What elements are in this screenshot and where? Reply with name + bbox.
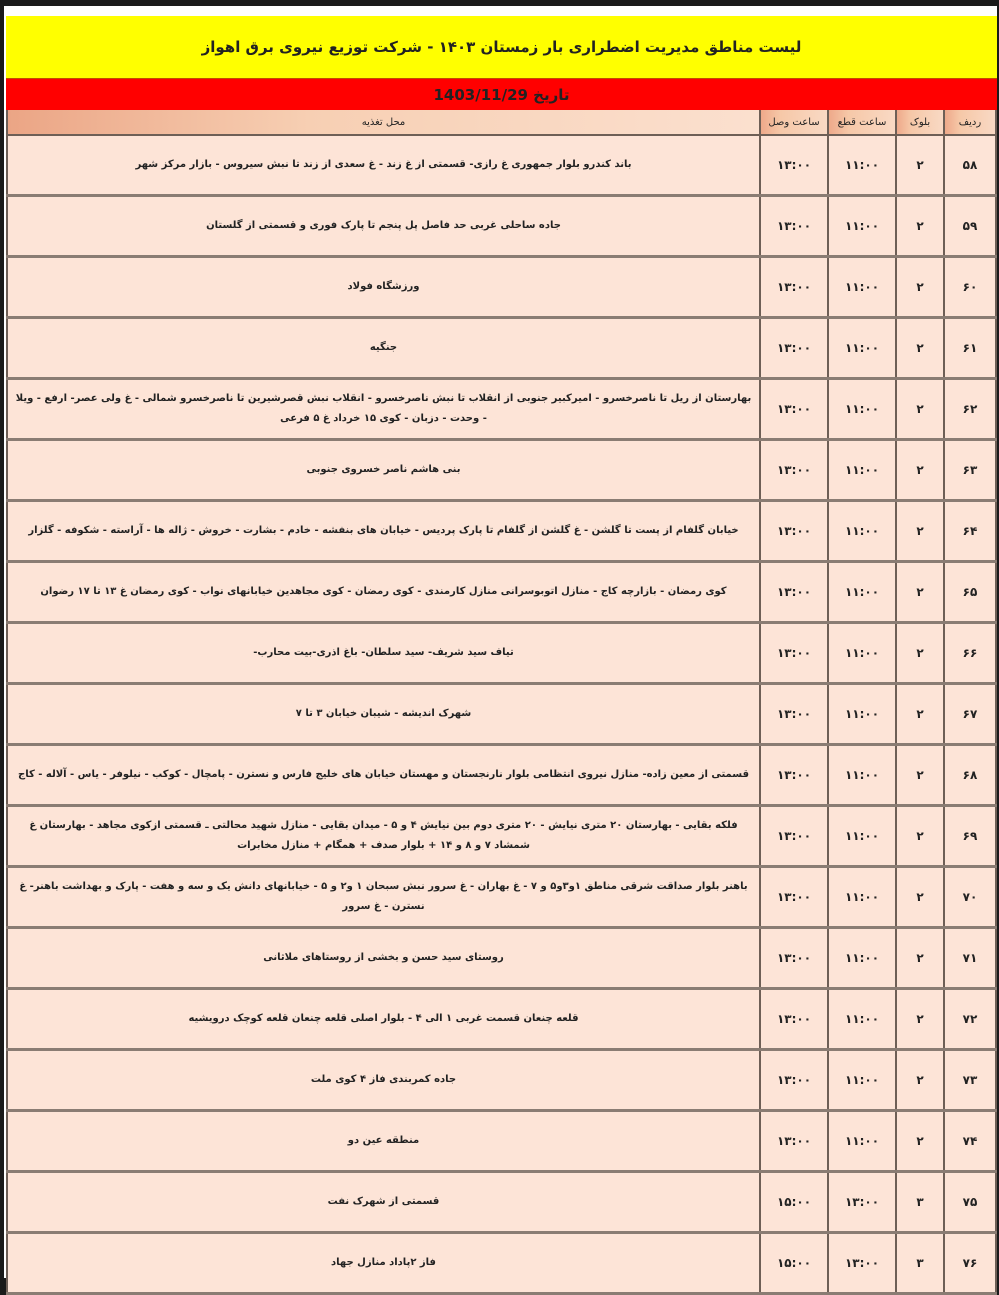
cell-block: ۲ [896, 379, 944, 440]
cell-connect-time: ۱۳:۰۰ [760, 684, 828, 745]
cell-location: کوی رمضان - بازارچه کاج - منازل اتوبوسرانی منازل کارمندی - کوی رمضان - کوی مجاهدین خیابانهای نواب - کوی رمضان غ ۱۳ تا ۱۷ رضوان [7, 562, 760, 623]
cell-block: ۲ [896, 135, 944, 196]
cell-cut-time: ۱۱:۰۰ [828, 867, 896, 928]
cell-connect-time: ۱۵:۰۰ [760, 1172, 828, 1233]
cell-row-number: ۷۳ [944, 1050, 996, 1111]
table-row [7, 989, 996, 1050]
cell-connect-time: ۱۳:۰۰ [760, 1111, 828, 1172]
cell-location: خیابان گلفام از پست تا گلشن - غ گلشن از گلفام تا پارک پردیس - خیابان های بنفشه - خادم - بشارت - خروش - ژاله ها - آراسته - شکوفه - گلزار [7, 501, 760, 562]
cell-row-number: ۶۶ [944, 623, 996, 684]
cell-row-number: ۷۱ [944, 928, 996, 989]
cell-connect-time: ۱۳:۰۰ [760, 501, 828, 562]
cell-connect-time: ۱۳:۰۰ [760, 745, 828, 806]
header-location: محل تغذیه [7, 110, 760, 135]
cell-connect-time: ۱۳:۰۰ [760, 989, 828, 1050]
cell-location: شهرک اندیشه - شیبان خیابان ۳ تا ۷ [7, 684, 760, 745]
cell-connect-time: ۱۳:۰۰ [760, 928, 828, 989]
cell-connect-time: ۱۳:۰۰ [760, 867, 828, 928]
cell-row-number: ۷۰ [944, 867, 996, 928]
cell-connect-time: ۱۳:۰۰ [760, 1050, 828, 1111]
cell-location: جاده ساحلی غربی حد فاصل پل پنجم تا پارک فوری و قسمتی از گلستان [7, 196, 760, 257]
table-row [7, 562, 996, 623]
cell-row-number: ۶۴ [944, 501, 996, 562]
cell-cut-time: ۱۱:۰۰ [828, 379, 896, 440]
cell-block: ۲ [896, 745, 944, 806]
cell-block: ۲ [896, 257, 944, 318]
table-header-row [7, 110, 996, 135]
cell-location: جنگیه [7, 318, 760, 379]
table-row [7, 379, 996, 440]
cell-location: فاز ۲پاداد منازل جهاد [7, 1233, 760, 1294]
cell-cut-time: ۱۱:۰۰ [828, 257, 896, 318]
cell-cut-time: ۱۱:۰۰ [828, 684, 896, 745]
cell-cut-time: ۱۳:۰۰ [828, 1233, 896, 1294]
cell-cut-time: ۱۱:۰۰ [828, 501, 896, 562]
cell-block: ۳ [896, 1172, 944, 1233]
cell-row-number: ۷۵ [944, 1172, 996, 1233]
cell-row-number: ۶۰ [944, 257, 996, 318]
table-row [7, 318, 996, 379]
table-row [7, 1172, 996, 1233]
cell-cut-time: ۱۱:۰۰ [828, 562, 896, 623]
cell-cut-time: ۱۱:۰۰ [828, 745, 896, 806]
cell-connect-time: ۱۳:۰۰ [760, 318, 828, 379]
outage-schedule-table [6, 110, 997, 1295]
table-row [7, 1050, 996, 1111]
table-row [7, 135, 996, 196]
cell-connect-time: ۱۵:۰۰ [760, 1233, 828, 1294]
table-row [7, 745, 996, 806]
cell-location: منطقه عین دو [7, 1111, 760, 1172]
page-title: لیست مناطق مدیریت اضطراری بار زمستان ۱۴۰۳ - شرکت توزیع نیروی برق اهواز [201, 38, 802, 56]
cell-connect-time: ۱۳:۰۰ [760, 196, 828, 257]
header-block: بلوک [896, 110, 944, 135]
cell-cut-time: ۱۱:۰۰ [828, 989, 896, 1050]
cell-location: باند کندرو بلوار جمهوری غ رازی- قسمتی از غ زند - غ سعدی از زند تا نبش سیروس - بازار مرکز شهر [7, 135, 760, 196]
cell-block: ۲ [896, 440, 944, 501]
cell-block: ۲ [896, 623, 944, 684]
cell-cut-time: ۱۳:۰۰ [828, 1172, 896, 1233]
table-row [7, 257, 996, 318]
cell-row-number: ۶۹ [944, 806, 996, 867]
cell-block: ۲ [896, 806, 944, 867]
cell-row-number: ۷۴ [944, 1111, 996, 1172]
table-row [7, 928, 996, 989]
cell-location: ورزشگاه فولاد [7, 257, 760, 318]
cell-connect-time: ۱۳:۰۰ [760, 257, 828, 318]
cell-row-number: ۷۶ [944, 1233, 996, 1294]
cell-connect-time: ۱۳:۰۰ [760, 562, 828, 623]
document-sheet [4, 6, 997, 1278]
table-row [7, 1111, 996, 1172]
cell-location: جاده کمربندی فاز ۴ کوی ملت [7, 1050, 760, 1111]
cell-block: ۲ [896, 867, 944, 928]
cell-row-number: ۶۷ [944, 684, 996, 745]
cell-block: ۲ [896, 928, 944, 989]
table-row [7, 440, 996, 501]
cell-cut-time: ۱۱:۰۰ [828, 196, 896, 257]
table-row [7, 623, 996, 684]
cell-block: ۳ [896, 1233, 944, 1294]
header-connect-time: ساعت وصل [760, 110, 828, 135]
cell-location: بنی هاشم ناصر خسروی جنوبی [7, 440, 760, 501]
cell-location: فلکه بقایی - بهارستان ۲۰ متری نیایش - ۲۰ متری دوم بین نیایش ۴ و ۵ - میدان بقایی - منازل شهید محالتی ـ قسمتی ازکوی مجاهد - بهارستان غ شمشاد ۷ و ۸ و ۱۴ + بلوار صدف + همگام + منازل مخابرات [7, 806, 760, 867]
cell-cut-time: ۱۱:۰۰ [828, 1050, 896, 1111]
cell-cut-time: ۱۱:۰۰ [828, 135, 896, 196]
cell-block: ۲ [896, 989, 944, 1050]
cell-cut-time: ۱۱:۰۰ [828, 928, 896, 989]
cell-connect-time: ۱۳:۰۰ [760, 623, 828, 684]
table-row [7, 1233, 996, 1294]
cell-connect-time: ۱۳:۰۰ [760, 806, 828, 867]
table-row [7, 501, 996, 562]
cell-connect-time: ۱۳:۰۰ [760, 379, 828, 440]
cell-row-number: ۷۲ [944, 989, 996, 1050]
cell-cut-time: ۱۱:۰۰ [828, 806, 896, 867]
date-banner [6, 78, 997, 111]
table-row [7, 684, 996, 745]
cell-location: باهنر بلوار صداقت شرقی مناطق ۱و۳و۵ و ۷ - غ بهاران - غ سرور نبش سبحان ۱ و۲ و ۵ - خیابانهای دانش یک و سه و هفت - پارک و بهداشت باهنر- غ نسترن - غ سرور [7, 867, 760, 928]
cell-location: قلعه چنعان قسمت غربی ۱ الی ۴ - بلوار اصلی قلعه چنعان قلعه کوچک درویشیه [7, 989, 760, 1050]
cell-block: ۲ [896, 684, 944, 745]
table-row [7, 806, 996, 867]
cell-location: روستای سید حسن و بخشی از روستاهای ملاثانی [7, 928, 760, 989]
title-banner [6, 16, 997, 78]
cell-row-number: ۶۳ [944, 440, 996, 501]
cell-row-number: ۶۲ [944, 379, 996, 440]
cell-connect-time: ۱۳:۰۰ [760, 135, 828, 196]
cell-location: قسمتی از شهرک نفت [7, 1172, 760, 1233]
date-label: تاریخ 1403/11/29 [433, 86, 570, 104]
cell-block: ۲ [896, 1050, 944, 1111]
cell-block: ۲ [896, 196, 944, 257]
cell-location: تیاف سید شریف- سید سلطان- باغ اذری-بیت محارب- [7, 623, 760, 684]
table-row [7, 196, 996, 257]
cell-cut-time: ۱۱:۰۰ [828, 1111, 896, 1172]
cell-row-number: ۵۸ [944, 135, 996, 196]
cell-row-number: ۶۵ [944, 562, 996, 623]
cell-cut-time: ۱۱:۰۰ [828, 440, 896, 501]
cell-connect-time: ۱۳:۰۰ [760, 440, 828, 501]
header-row-number: ردیف [944, 110, 996, 135]
cell-block: ۲ [896, 501, 944, 562]
cell-block: ۲ [896, 318, 944, 379]
header-cut-time: ساعت قطع [828, 110, 896, 135]
cell-block: ۲ [896, 562, 944, 623]
cell-location: بهارستان از ریل تا ناصرخسرو - امیرکبیر جنوبی از انقلاب تا نبش ناصرخسرو - انقلاب نبش قصرشیرین تا ناصرخسرو شمالی - غ ولی عصر- ارفع - ویلا - وحدت - دزبان - کوی ۱۵ خرداد غ ۵ فرعی [7, 379, 760, 440]
table-row [7, 867, 996, 928]
cell-cut-time: ۱۱:۰۰ [828, 318, 896, 379]
cell-cut-time: ۱۱:۰۰ [828, 623, 896, 684]
cell-row-number: ۶۸ [944, 745, 996, 806]
cell-location: قسمتی از معین زاده- منازل نیروی انتظامی بلوار نارنجستان و مهستان خیابان های خلیج فارس و نسترن - پامچال - کوکب - نیلوفر - یاس - آلاله - کاج [7, 745, 760, 806]
cell-row-number: ۵۹ [944, 196, 996, 257]
cell-block: ۲ [896, 1111, 944, 1172]
cell-row-number: ۶۱ [944, 318, 996, 379]
